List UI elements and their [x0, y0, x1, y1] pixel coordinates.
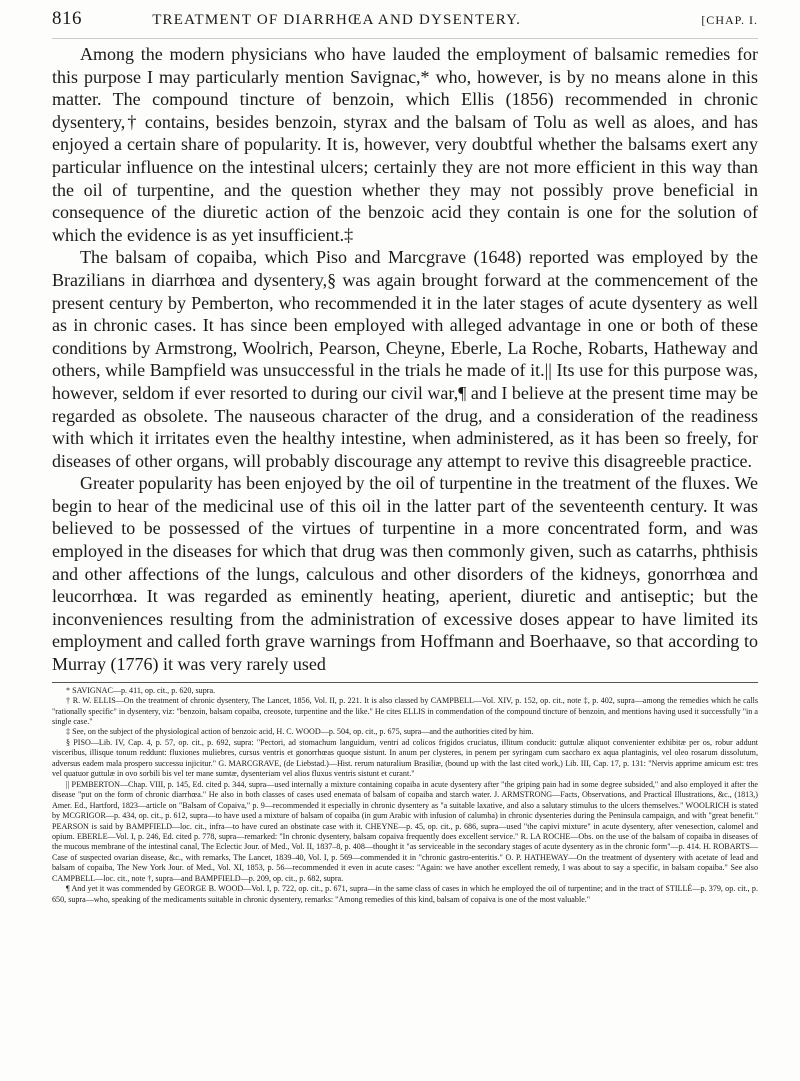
footnote: † R. W. ELLIS—On the treatment of chronic dysentery, The Lancet, 1856, Vol. II, p. 221. It is also classed by CAMPBELL—Vol. XIV, p. 152, op. cit., note ‡, p. 402, supra—among the remedies which he calls "rationally specific" in dysentery, viz: "benzoin, balsam copaiba, creosote, turpentine and the like." He cites ELLIS in commendation of the compound tincture of benzoin, and mentions having used it successfully "in a single case.": [52, 696, 758, 726]
footnote: * SAVIGNAC—p. 411, op. cit., p. 620, supra.: [66, 685, 216, 695]
page-header: [52, 8, 758, 39]
book-page: [52, 8, 758, 905]
footnote: ¶ And yet it was commended by GEORGE B. WOOD—Vol. I, p. 722, op. cit., p. 671, supra—in the same class of cases in which he employed the oil of turpentine; and in the tract of STILLÉ—p. 379, op. cit., p. 650, supra—who, speaking of the medicaments suitable in chronic dysentery, remarks: "Among remedies of this kind, balsam of copaiva is one of the most valuable.": [52, 884, 758, 904]
footnote: || PEMBERTON—Chap. VIII, p. 145, Ed. cited p. 344, supra—used internally a mixture containing copaiba in acute dysentery after "the griping pain had in some degree subsided," and also employed it after the disease "put on the form of chronic diarrhœa." He also in both classes of cases used enemata of balsam of copaiba and starch water. J. ARMSTRONG—Facts, Observations, and Practical Illustrations, &c., (1813,) Amer. Ed., Hartford, 1823—article on "Balsam of Copaiva," p. 9—recommended it especially in chronic dysentery as "a suitable laxative, and also a salutary stimulus to the ulcers themselves." WOOLRICH is stated by MCGRIGOR—p. 434, op. cit., p. 612, supra—to have used a mixture of balsam of copaiba (in gum Arabic with infusion of calumba) in chronic dysenteries during the Peninsula campaign, and with "great benefit." PEARSON is said by BAMPFIELD—loc. cit., infra—to have cured an obstinate case with it. CHEYNE—p. 45, op. cit., p. 686, supra—used "the capivi mixture" in acute dysentery, after venesection, calomel and opium. EBERLE—Vol. I, p. 246, Ed. cited p. 778, supra—remarked: "In chronic dysentery, balsam copaiva frequently does excellent service." R. LA ROCHE—Obs. on the use of the balsam of copaiba in diseases of the mucous membrane of the intestinal canal, The Eclectic Jour. of Med., Vol. II, 1837–8, p. 408—thought it "as serviceable in the secondary stages of acute dysentery as in the chronic form"—p. 414. H. ROBARTS—Case of suspected ovarian disease, &c., with remarks, The Lancet, 1839–40, Vol. I, p. 569—commended it in "chronic gastro-enteritis." O. P. HATHEWAY—On the treatment of dysentery with acetate of lead and balsam of copaiba, The New York Jour. of Med., Vol. XI, 1853, p. 56—recommended it even in acute cases: "Again: we have another excellent remedy, I was about to say a specific, in balsam copaiba." See also CAMPBELL—loc. cit., note †, supra—and BAMPFIELD—p. 209, op. cit., p. 682, supra.: [52, 779, 758, 883]
paragraph: The balsam of copaiba, which Piso and Marcgrave (1648) reported was employed by the Brazilians in diarrhœa and dysentery,§ was again brought forward at the commencement of the present century by Pemberton, who recommended it in the later stages of acute dysentery as well as in chronic cases. It has since been employed with alleged advantage in one or both of these conditions by Armstrong, Woolrich, Pearson, Cheyne, Eberle, La Roche, Robarts, Hatheway and others, while Bampfield was unsuccessful in the trials he made of it.|| Its use for this purpose was, however, seldom if ever resorted to during our civil war,¶ and I believe at the present time may be regarded as obsolete. The nauseous character of the drug, and a consideration of the readiness with which it irritates even the healthy intestine, when administered, as it has been so freely, for diseases of other organs, will probably discourage any attempt to revive this disagreeble practice.: [52, 247, 758, 471]
page-number: 816: [52, 8, 82, 29]
paragraph: Among the modern physicians who have lauded the employment of balsamic remedies for this purpose I may particularly mention Savignac,* who, however, is by no means alone in this matter. The compound tincture of benzoin, which Ellis (1856) recommended in chronic dysentery,† contains, besides benzoin, styrax and the balsam of Tolu as well as aloes, and has enjoyed a certain share of popularity. It is, however, very doubtful whether the balsams exert any particular influence on the intestinal ulcers; certainly they are not more efficient in this way than the oil of turpentine, and the question whether they may not possibly prove beneficial in consequence of the diuretic action of the benzoic acid they contain is one for the solution of which the evidence is as yet insufficient.‡: [52, 44, 758, 245]
chapter-label: [CHAP. I.: [701, 13, 758, 27]
paragraph: Greater popularity has been enjoyed by the oil of turpentine in the treatment of the fluxes. We begin to hear of the medicinal use of this oil in the latter part of the seventeenth century. It was believed to be possessed of the virtues of turpentine in a more concentrated form, and was employed in the diseases for which that drug was then commonly given, such as catarrhs, phthisis and other affections of the lungs, calculous and other disorders of the kidneys, gonorrhœa and leucorrhœa. It was regarded as eminently heating, aperient, diuretic and antiseptic; but the inconveniences resulting from the administration of excessive doses appear to have limited its employment and called forth grave warnings from Hoffmann and Boerhaave, so that according to Murray (1776) it was very rarely used: [52, 473, 758, 675]
footnotes: [52, 686, 758, 906]
body-text: [52, 43, 758, 676]
footnote-divider: [52, 682, 758, 683]
footnote: ‡ See, on the subject of the physiological action of benzoic acid, H. C. WOOD—p. 504, op. cit., p. 675, supra—and the authorities cited by him.: [66, 727, 534, 737]
footnote: § PISO—Lib. IV, Cap. 4, p. 57, op. cit., p. 692, supra: "Pectori, ad stomachum languidum, ventri ad colicos frigidos cruciatus, illitum conducit: guttulæ aliquot convenienter exhibitæ per os, robur addunt visceribus, illisque tonum reddunt: fluxiones muliebres, cursus ventris et gonorrhœas quoque sistunt. In anum per clysteres, in penem per syringam cum saccharo ex aqua plantaginis, vel oleo rosarum dissolutum, adversus eadem mala prospero successu injicitur." G. MARCGRAVE, (de Liebstad.)—Hist. rerum naturalium Brasiliæ, (bound up with the last cited work,) Lib. III, Cap. 17, p. 131: "Nervis apprime amicum est: tres vel quatuor guttulæ in ovo sorbili bis vel ter mane sumtæ, dysenteriam vel alios fluxus ventris sistunt et curant.": [52, 737, 758, 779]
running-title: TREATMENT OF DIARRHŒA AND DYSENTERY.: [152, 12, 522, 28]
